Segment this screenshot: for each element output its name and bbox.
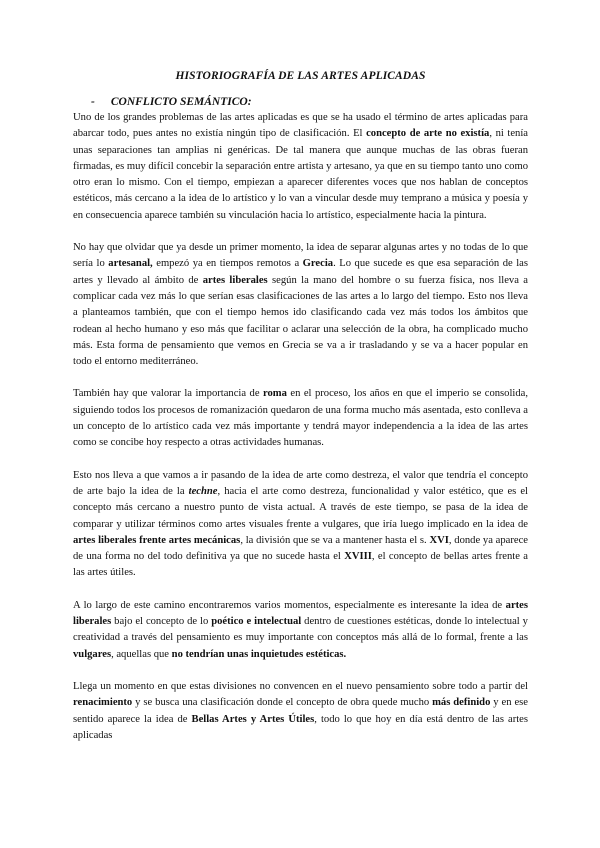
- paragraph: [73, 386, 528, 451]
- text-run: dentro de cuestiones estéticas, donde lo intelectual y creatividad a través del pensamiento es muy importante con conceptos más allá de lo formal, frente a las: [73, 616, 528, 644]
- paragraph: [73, 110, 528, 224]
- text-run: A lo largo de este camino encontraremos varios momentos, especialmente es interesante la idea de: [73, 599, 506, 611]
- text-run: , aquellas que: [111, 648, 172, 660]
- paragraph: [73, 598, 528, 663]
- text-run: Esto nos lleva a que vamos a ir pasando de la idea de arte como destreza, el valor que tendría el concepto de arte bajo la idea de la: [73, 469, 528, 497]
- emphasis-text: vulgares: [73, 648, 112, 660]
- paragraph: [73, 240, 528, 370]
- text-run: bajo el concepto de lo: [111, 616, 212, 628]
- emphasis-text: renacimiento: [73, 697, 133, 709]
- text-run: , hacia el arte como destreza, funcionalidad y valor estético, que es el concepto más cercano a nuestro punto de vista actual. A través de este tiempo, se pasa de la idea de comparar y utilizar términos como artes visuales frente a vulgares, que iría luego implicado en la idea de: [73, 485, 528, 530]
- emphasis-text: Bellas Artes y Artes Útiles: [191, 713, 315, 725]
- text-run: Llega un momento en que estas divisiones no convencen en el nuevo pensamiento sobre todo a partir del: [73, 680, 528, 692]
- text-run: y en ese sentido aparece la idea de: [73, 697, 528, 725]
- paragraph: [73, 679, 528, 744]
- body-text: [73, 110, 528, 744]
- emphasis-text: más definido: [432, 697, 491, 709]
- text-run: en el proceso, los años en que el imperio se consolida, siguiendo todos los procesos de romanización quedaron de una forma mucho más asentada, esto conlleva a un concepto de lo artístico cada vez más importante y tendrá mayor independencia a la idea de las artes como se concibe hoy respecto a otras actividades humanas.: [73, 388, 528, 449]
- emphasis-text: poético e intelectual: [211, 616, 302, 628]
- emphasis-text: artesanal,: [108, 258, 153, 270]
- text-run: No hay que olvidar que ya desde un primer momento, la idea de separar algunas artes y no todas de lo que sería lo: [73, 242, 528, 270]
- text-run: , todo lo que hoy en día está dentro de las artes aplicadas: [73, 713, 529, 741]
- bullet-dash: -: [91, 96, 95, 108]
- text-run: , la división que se va a mantener hasta el s.: [240, 534, 430, 546]
- emphasis-text: concepto de arte no existía: [366, 128, 490, 140]
- text-run: según la mano del hombre o su fuerza física, nos lleva a complicar cada vez más lo que serían esas clasificaciones de las artes a lo largo del tiempo. Esto nos lleva a planteamos también, que con el tiempo hemos ido clasificando cada vez más todos los ámbitos que rodean al hecho humano y eso más que facilitar o aclarar una selección de la obra, ha complicado mucho más. Esta forma de pensamiento que vemos en Grecia se va a ir trasladando y se va a hacer popular en todo el entorno mediterráneo.: [73, 274, 528, 368]
- emphasis-text: no tendrían unas inquietudes estéticas.: [171, 648, 347, 660]
- text-run: , el concepto de bellas artes frente a las artes útiles.: [73, 551, 528, 579]
- paragraph: [73, 468, 528, 582]
- text-run: empezó ya en tiempos remotos a: [152, 258, 303, 270]
- text-run: , donde ya aparece de una forma no del todo definitiva ya que no sucede hasta el: [73, 534, 529, 563]
- emphasis-text: XVI: [429, 534, 449, 546]
- emphasis-text: artes liberales frente artes mecánicas: [73, 534, 241, 546]
- text-run: Uno de los grandes problemas de las artes aplicadas es que se ha usado el término de artes aplicadas para abarcar todo, pues antes no existía ningún tipo de clasificación. El: [73, 112, 528, 140]
- emphasis-text: Grecia: [302, 258, 334, 270]
- text-run: . Lo que sucede es que esa separación de las artes y llevado al ámbito de: [73, 258, 528, 286]
- text-run: , ni tenía unas separaciones tan amplias ni genéricas. De tal manera que aunque muchas de las obras fueran firmadas, es muy difícil concebir la separación entre artista y artesano, ya que en su tiempo tanto uno como otro eran lo mismo. Con el tiempo, empiezan a aparecer diferentes voces que nos hablan de conceptos estéticos, más cercano a la idea de lo artístico y lo van a vincular desde muy temprano a música y poesía y en consecuencia aparece también su vinculación hacia lo artístico, especialmente hacia la pintura.: [73, 128, 528, 221]
- section-heading-text: CONFLICTO SEMÁNTICO:: [110, 96, 252, 108]
- text-run: y se busca una clasificación donde el concepto de obra quede mucho: [132, 697, 433, 709]
- emphasis-text: roma: [262, 388, 287, 400]
- section-heading: [91, 96, 528, 108]
- emphasis-text: artes liberales: [73, 599, 528, 628]
- emphasis-text: techne: [188, 485, 218, 497]
- emphasis-text: artes liberales: [202, 274, 268, 286]
- document-title: HISTORIOGRAFÍA DE LAS ARTES APLICADAS: [175, 70, 426, 82]
- emphasis-text: XVIII: [344, 551, 372, 563]
- text-run: También hay que valorar la importancia de: [73, 388, 263, 400]
